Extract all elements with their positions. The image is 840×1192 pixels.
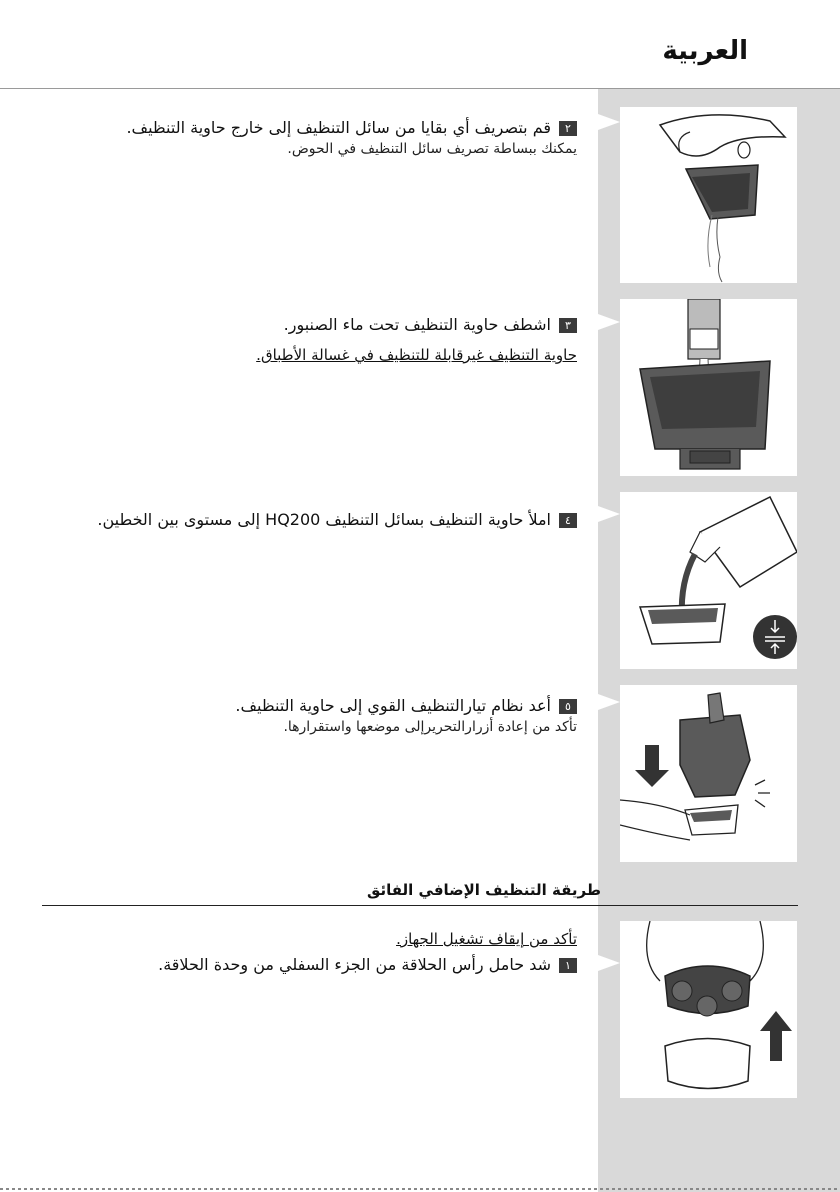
section-step <box>158 928 577 976</box>
step-2 <box>126 117 577 159</box>
step-5-text-line <box>235 695 577 717</box>
step-5-subtext: تأكد من إعادة أزرارالتحريرإلى موضعها واستقرارها. <box>283 719 577 735</box>
panel-pointer <box>598 506 620 522</box>
step-3-warning-note: حاوية التنظيف غيرقابلة للتنظيف في غسالة الأطباق. <box>256 346 577 364</box>
section-title: طريقة التنظيف الإضافي الفائق <box>366 881 601 899</box>
drain-container-illustration <box>620 107 797 283</box>
step-number-badge: ٣ <box>559 318 577 333</box>
step-2-text-line <box>126 117 577 139</box>
step-number-badge: ٢ <box>559 121 577 136</box>
step-number-badge: ٥ <box>559 699 577 714</box>
panel-pointer <box>598 114 620 130</box>
step-3 <box>256 314 577 366</box>
step-4-text-line <box>97 509 577 531</box>
step-2-subtext: يمكنك ببساطة تصريف سائل التنظيف في الحوض. <box>287 141 577 157</box>
step-3-text-line <box>256 314 577 336</box>
reattach-system-illustration <box>620 685 797 862</box>
fill-fluid-illustration <box>620 492 797 669</box>
step-3-text: اشطف حاوية التنظيف تحت ماء الصنبور. <box>283 315 551 334</box>
panel-pointer <box>598 314 620 330</box>
step-2-text: قم بتصريف أي بقايا من سائل التنظيف إلى خارج حاوية التنظيف. <box>126 118 551 137</box>
section-note: تأكد من إيقاف تشغيل الجهاز. <box>396 930 577 948</box>
step-4 <box>97 509 577 531</box>
step-number-badge: ٤ <box>559 513 577 528</box>
step-4-text: املأ حاوية التنظيف بسائل التنظيف HQ200 إلى مستوى بين الخطين. <box>97 510 551 529</box>
pull-holder-illustration <box>620 921 797 1098</box>
panel-pointer <box>598 694 620 710</box>
section-rule <box>42 905 798 906</box>
rinse-container-illustration <box>620 299 797 476</box>
page-bottom-dashed-border <box>0 1188 840 1190</box>
step-number-badge: ١ <box>559 958 577 973</box>
section-step-1-text-line <box>158 954 577 976</box>
step-5 <box>235 695 577 737</box>
panel-pointer <box>598 955 620 971</box>
page-language-title: العربية <box>662 36 748 66</box>
section-step-1-text: شد حامل رأس الحلاقة من الجزء السفلي من وحدة الحلاقة. <box>158 955 551 974</box>
step-5-text: أعد نظام تيارالتنظيف القوي إلى حاوية التنظيف. <box>235 696 551 715</box>
